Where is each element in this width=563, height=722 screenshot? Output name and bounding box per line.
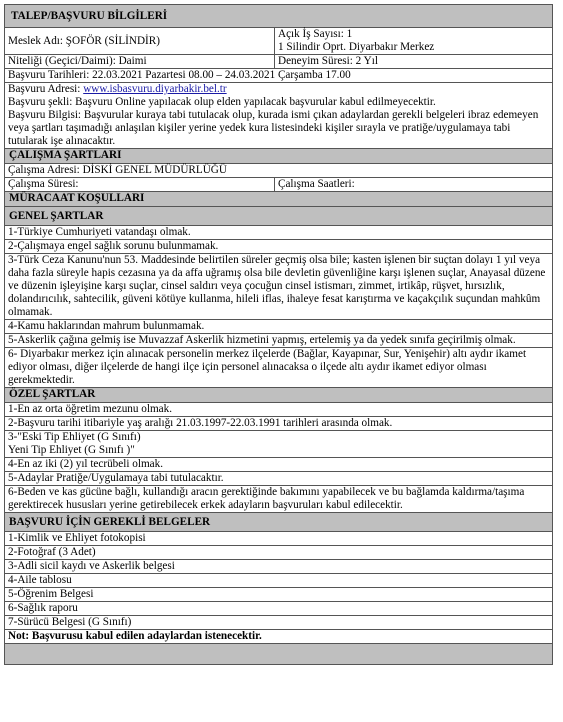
acik-is-sayisi: Açık İş Sayısı: 1 <box>278 28 353 40</box>
next-section-band <box>5 644 553 665</box>
calisma-sartlari-heading: ÇALIŞMA ŞARTLARI <box>5 149 553 164</box>
genel-sart-item: 5-Askerlik çağına gelmiş ise Muvazzaf Askerlik hizmetini yapmış, ertelemiş ya da yedek sınıfa geçirilmiş olmak. <box>5 334 553 348</box>
ozel-sartlar-heading: ÖZEL ŞARTLAR <box>5 388 553 403</box>
niteligi: Niteliği (Geçici/Daimi): Daimi <box>5 55 275 69</box>
genel-sart-item: 1-Türkiye Cumhuriyeti vatandaşı olmak. <box>5 226 553 240</box>
ozel-sart-item: 2-Başvuru tarihi itibariyle yaş aralığı 21.03.1997-22.03.1991 tarihleri arasında olmak. <box>5 417 553 431</box>
deneyim-suresi: Deneyim Süresi: 2 Yıl <box>275 55 553 69</box>
calisma-suresi: Çalışma Süresi: <box>5 178 275 192</box>
muracaat-kosullari-heading: MÜRACAAT KOŞULLARI <box>5 192 553 207</box>
basvuru-adresi-link[interactable]: www.isbasvuru.diyarbakir.bel.tr <box>83 83 227 95</box>
genel-sartlar-heading: GENEL ŞARTLAR <box>5 207 553 226</box>
calisma-adresi: Çalışma Adresi: DİSKİ GENEL MÜDÜRLÜĞÜ <box>5 164 553 178</box>
ozel-sart-item: 4-En az iki (2) yıl tecrübeli olmak. <box>5 458 553 472</box>
belge-item: 5-Öğrenim Belgesi <box>5 588 553 602</box>
genel-sart-item: 3-Türk Ceza Kanunu'nun 53. Maddesinde belirtilen süreler geçmiş olsa bile; kasten işlenen bir suçtan dolayı 1 yıl veya daha fazla süreyle hapis cezasına ya da affa uğramış olsa bile devletin güvenliğine karşı işlenen suçlar, Anayasal düzene ve düzenin işleyişine karşı suçlar, cinsel saldırı veya çocuğun cinsel istismarı, zimmet, irtikâp, rüşvet, hırsızlık, dolandırıcılık, sahtecilik, güveni kötüye kullanma, hileli iflas, ihaleye fesat karıştırma ve kaçakçılık suçundan mahkûm olmamak. <box>5 254 553 320</box>
ozel-sart-item: 5-Adaylar Pratiğe/Uygulamaya tabi tutulacaktır. <box>5 472 553 486</box>
belge-item: 1-Kimlik ve Ehliyet fotokopisi <box>5 532 553 546</box>
application-document <box>4 4 552 665</box>
application-table <box>4 4 553 665</box>
genel-sart-item: 2-Çalışmaya engel sağlık sorunu bulunmamak. <box>5 240 553 254</box>
document-title: TALEP/BAŞVURU BİLGİLERİ <box>5 5 553 28</box>
belge-item: 4-Aile tablosu <box>5 574 553 588</box>
basvuru-adresi <box>8 83 549 96</box>
genel-sart-item: 4-Kamu haklarından mahrum bulunmamak. <box>5 320 553 334</box>
ozel-sart-item: 1-En az orta öğretim mezunu olmak. <box>5 403 553 417</box>
genel-sart-item: 6- Diyarbakır merkez için alınacak personelin merkez ilçelerde (Bağlar, Kayapınar, Sur, Yenişehir) altı aydır ikamet ediyor olması, diğer ilçelerde de hangi ilçe için personel alınacaksa o ilçede altı aydır ikamet ediyor olması gerekmektedir. <box>5 348 553 388</box>
belge-item: 7-Sürücü Belgesi (G Sınıfı) <box>5 616 553 630</box>
ozel-sart-item: 3-"Eski Tip Ehliyet (G Sınıfı) Yeni Tip Ehliyet (G Sınıfı )" <box>5 431 553 458</box>
basvuru-tarihleri: Başvuru Tarihleri: 22.03.2021 Pazartesi 08.00 – 24.03.2021 Çarşamba 17.00 <box>5 69 553 83</box>
belge-item: 3-Adli sicil kaydı ve Askerlik belgesi <box>5 560 553 574</box>
belge-item: 6-Sağlık raporu <box>5 602 553 616</box>
acik-is-cell <box>275 28 553 55</box>
basvuru-adresi-label: Başvuru Adresi: <box>8 83 84 95</box>
ozel-sart-item: 6-Beden ve kas gücüne bağlı, kullandığı aracın gerektiğinde bakımını yapabilecek ve bu bağlamda kaldırma/taşıma gerektirecek hususları yerine getirebilecek erkek adayların başvuruları kabul edilecektir. <box>5 486 553 513</box>
belgeler-note: Not: Başvurusu kabul edilen adaylardan istenecektir. <box>5 630 553 644</box>
meslek-adi: Meslek Adı: ŞOFÖR (SİLİNDİR) <box>5 28 275 55</box>
basvuru-bilgi-cell <box>5 83 553 149</box>
basvuru-bilgisi: Başvuru Bilgisi: Başvurular kuraya tabi tutulacak olup, kurada ismi çıkan adaylardan gerekli belgeleri ibraz edemeyen veya şartları taşımadığı anlaşılan kişiler yerine yedek kura listesindeki kişiler sırayla ve pratiğe/uygulamaya tabi tutularak işe alınacaktır. <box>8 109 539 147</box>
basvuru-sekli: Başvuru şekli: Başvuru Online yapılacak olup elden yapılacak başvurular kabul edilmeyecektir. <box>8 96 436 108</box>
gerekli-belgeler-heading: BAŞVURU İÇİN GEREKLİ BELGELER <box>5 513 553 532</box>
acik-is-aciklama: 1 Silindir Oprt. Diyarbakır Merkez <box>278 41 435 53</box>
calisma-saatleri: Çalışma Saatleri: <box>275 178 553 192</box>
belge-item: 2-Fotoğraf (3 Adet) <box>5 546 553 560</box>
